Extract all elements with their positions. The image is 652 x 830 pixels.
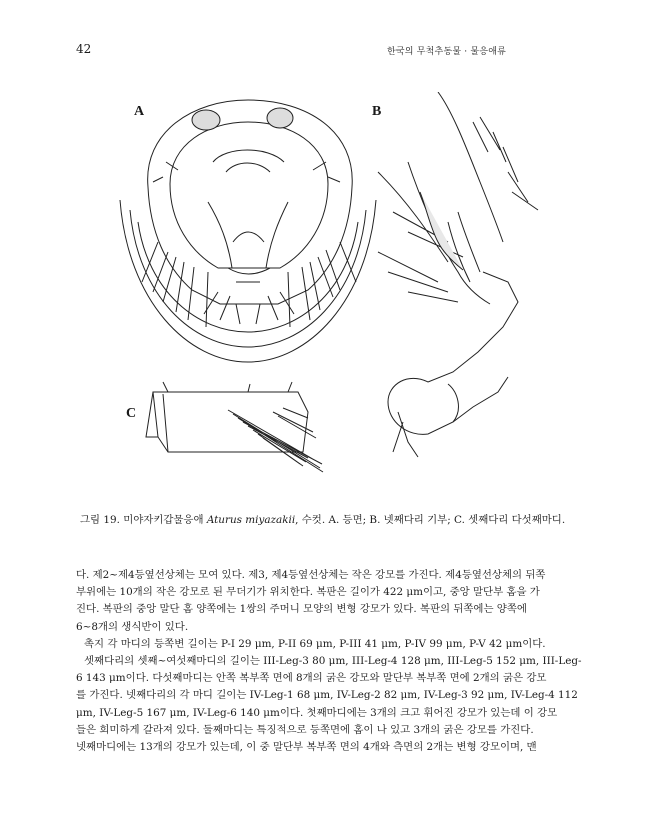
caption-suffix: , 수컷. A. 등면; B. 넷째다리 기부; C. 셋째다리 다섯째마디.: [295, 514, 566, 526]
text-line: 6~8개의 생식반이 있다.: [76, 620, 189, 633]
panel-b-leg-base: [378, 92, 538, 457]
paragraph-2: [76, 636, 596, 653]
running-title: 한국의 무척추동물 · 물응애류: [387, 47, 506, 57]
text-line: 를 가진다. 넷째다리의 각 마디 길이는 IV-Leg-1 68 μm, IV-Leg-2 82 μm, IV-Leg-3 92 μm, IV-Leg-4 112: [76, 689, 578, 702]
panel-label-c: C: [126, 406, 137, 421]
panel-label-b: B: [372, 104, 382, 119]
paragraph-3: [76, 653, 596, 756]
text-line: 다. 제2~제4등옆선상체는 모여 있다. 제3, 제4등옆선상체는 작은 강모를 가진다. 제4등옆선상체의 뒤쪽: [76, 569, 546, 581]
figure-caption: [80, 511, 600, 526]
panel-a-dorsal-view: [120, 100, 376, 362]
figure-illustration: [108, 92, 570, 474]
text-line: 촉지 각 마디의 등쪽변 길이는 P-I 29 μm, P-II 69 μm, P-III 41 μm, P-IV 99 μm, P-V 42 μm이다.: [84, 637, 546, 650]
text-line: 들은 희미하게 갈라져 있다. 둘째마디는 특징적으로 등쪽면에 홈이 나 있고 3개의 굵은 강모를 가진다.: [76, 723, 534, 736]
text-line: 넷째마디에는 13개의 강모가 있는데, 이 중 말단부 복부쪽 면의 4개와 측면의 2개는 변형 강모이며, 맨: [76, 741, 537, 754]
page-number: 42: [76, 42, 92, 56]
paragraph-1: [76, 567, 596, 636]
text-line: μm, IV-Leg-5 167 μm, IV-Leg-6 140 μm이다. 첫째마디에는 3개의 크고 휘어진 강모가 있는데 이 강모: [76, 706, 558, 719]
caption-species: Aturus miyazakii: [206, 514, 296, 526]
text-line: 셋째다리의 셋째~여섯째마디의 길이는 III-Leg-3 80 μm, III-Leg-4 128 μm, III-Leg-5 152 μm, III-Leg-: [84, 655, 582, 668]
panel-c-leg-segment: [146, 382, 323, 472]
text-line: 부위에는 10개의 작은 강모로 된 무더기가 위치한다. 복판은 길이가 422 μm이고, 중앙 말단부 홈을 가: [76, 586, 540, 599]
body-text: [76, 567, 596, 756]
mite-drawing: [108, 92, 570, 474]
panel-label-a: A: [134, 104, 145, 119]
text-line: 6 143 μm이다. 다섯째마디는 안쪽 복부쪽 면에 8개의 굵은 강모와 말단부 복부쪽 면에 2개의 굵은 강모: [76, 672, 547, 685]
caption-prefix: 그림 19. 미야자키갑물응애: [80, 514, 207, 526]
text-line: 진다. 복판의 중앙 말단 홈 양쪽에는 1쌍의 주머니 모양의 변형 강모가 있다. 복판의 뒤쪽에는 양쪽에: [76, 603, 527, 616]
